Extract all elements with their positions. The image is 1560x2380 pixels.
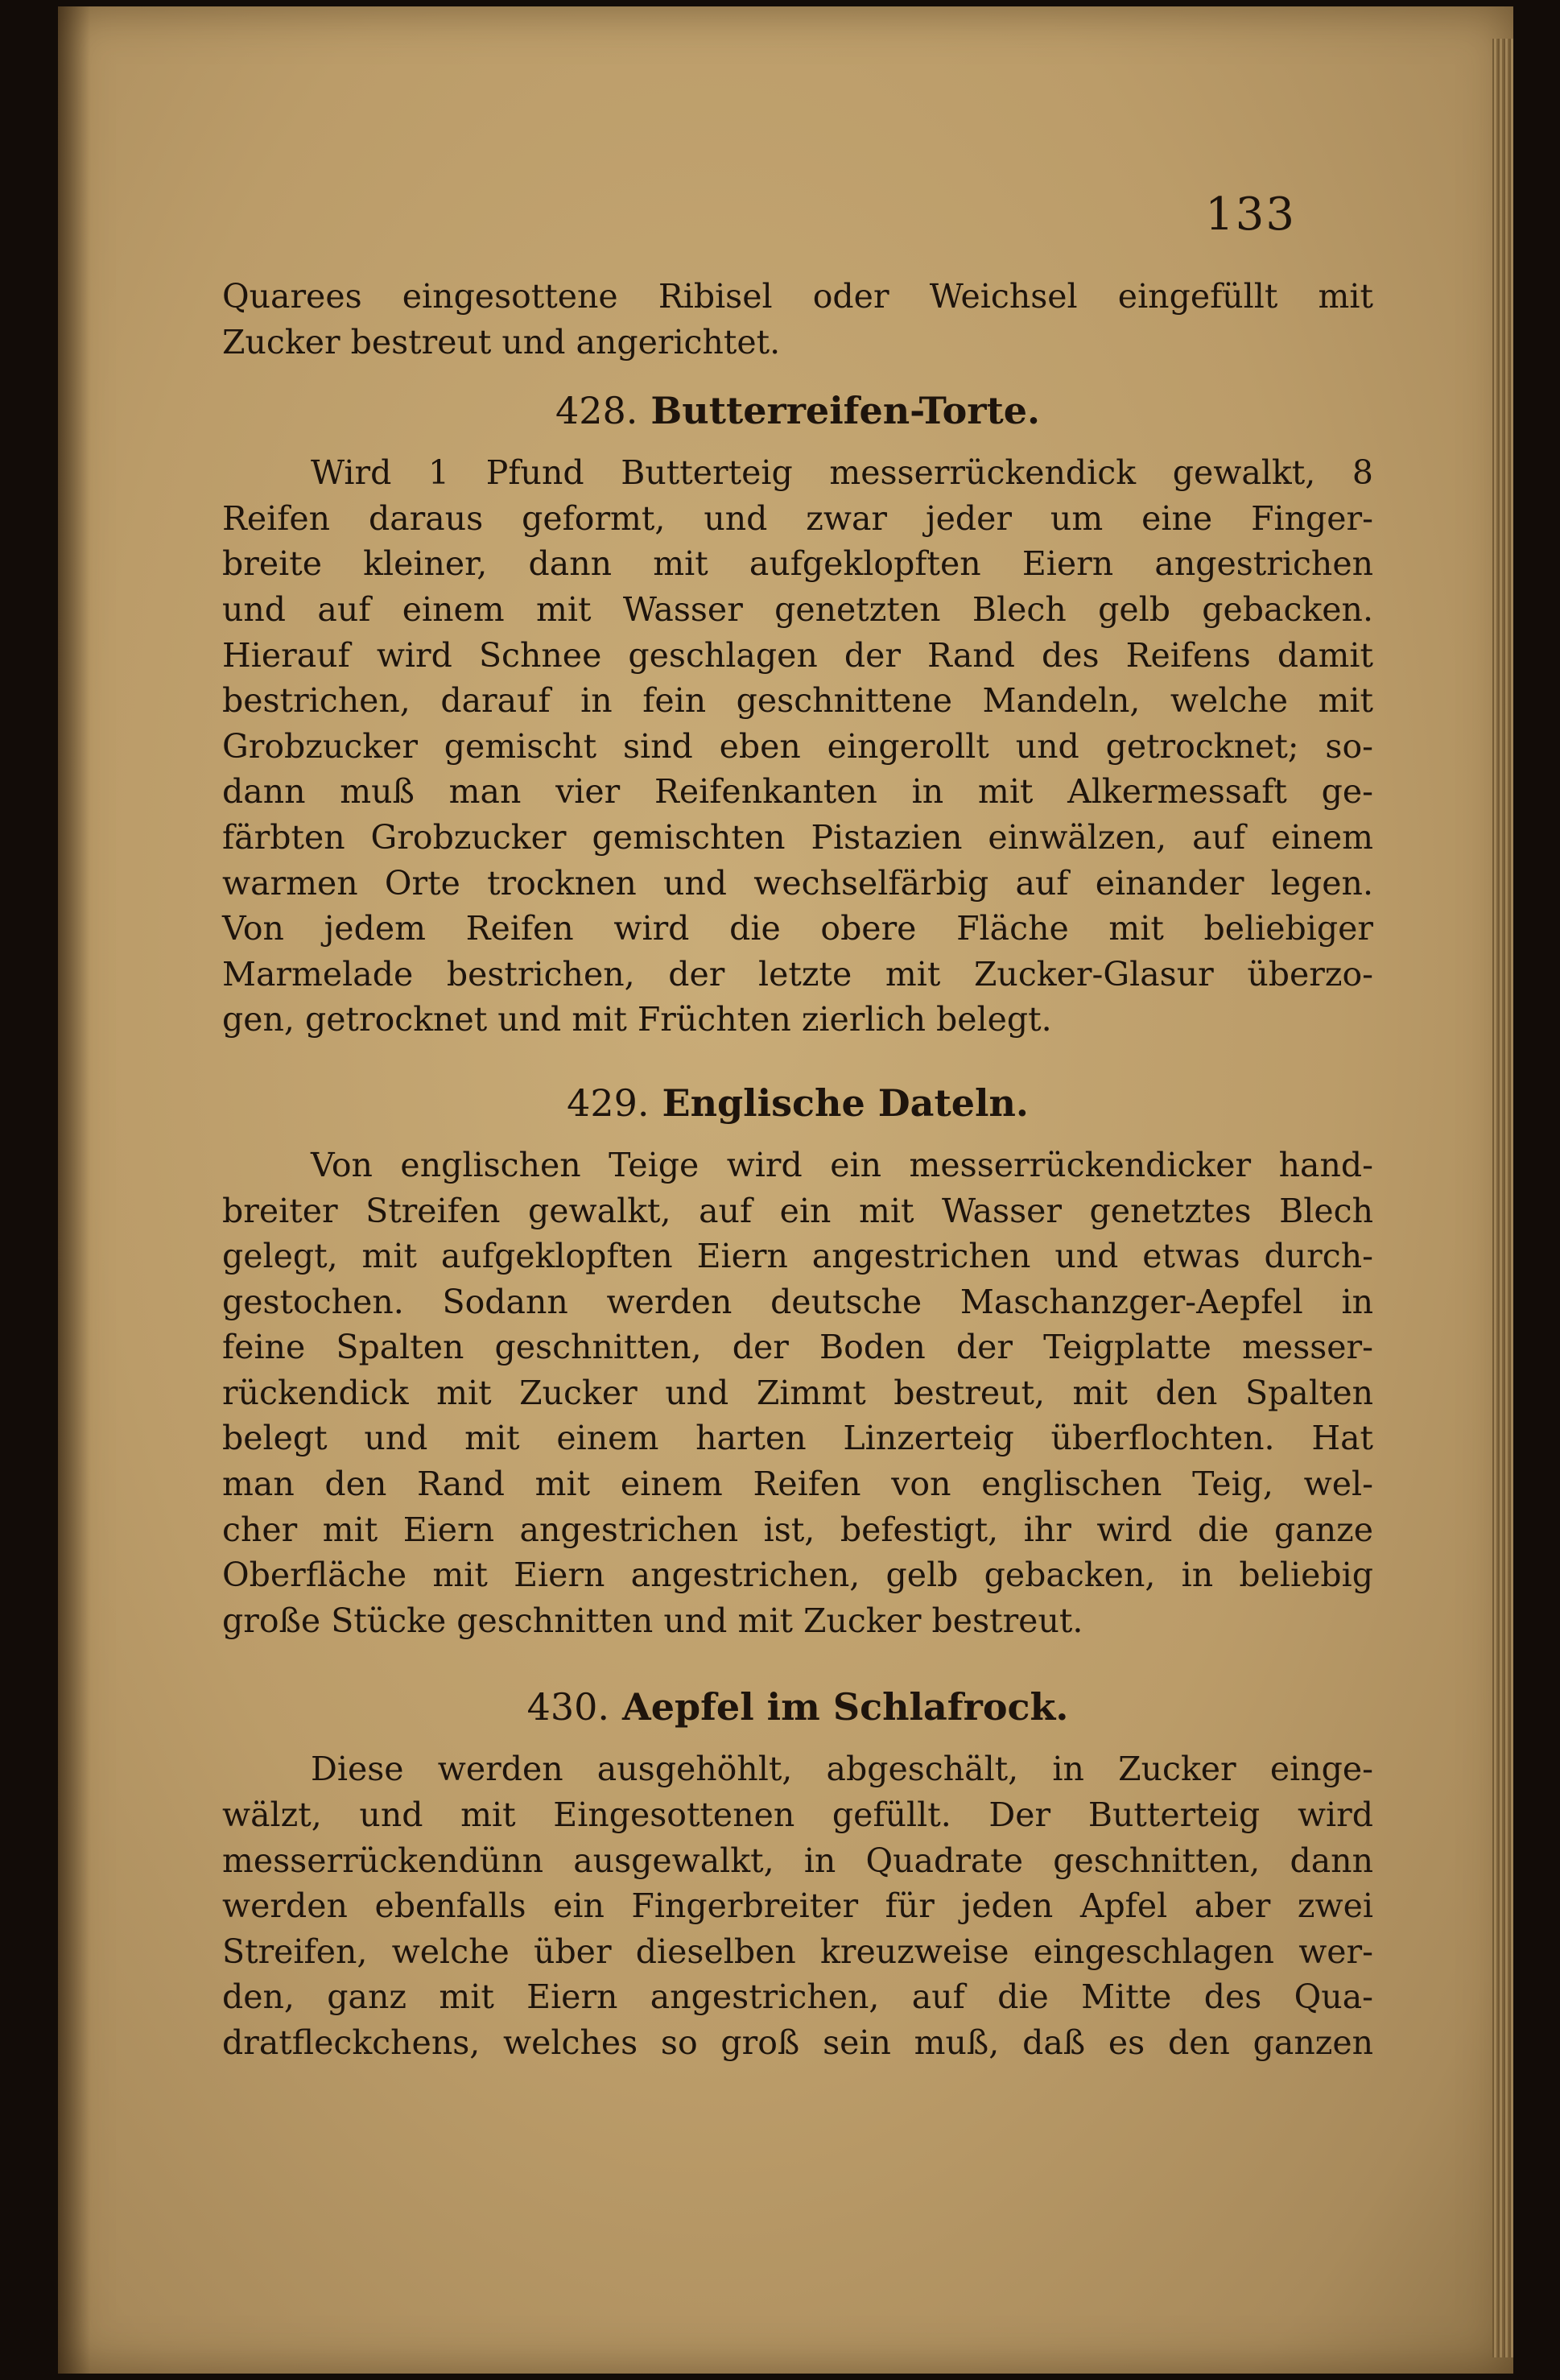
recipe-number: 428. [555, 389, 638, 433]
recipe-428 [222, 382, 1373, 1043]
recipe-429 [222, 1075, 1373, 1644]
text-line: Reifen daraus geformt, und zwar jeder um eine Finger- [222, 498, 1373, 538]
recipe-heading [222, 1075, 1373, 1131]
recipe-title: Aepfel im Schlafrock. [622, 1685, 1069, 1729]
text-line: färbten Grobzucker gemischten Pistazien einwälzen, auf einem [222, 817, 1373, 857]
intro-text [222, 274, 1373, 365]
recipe-430 [222, 1679, 1373, 2065]
recipe-body [222, 450, 1373, 1043]
recipe-title: Butterreifen-Torte. [650, 389, 1041, 433]
text-line: dann muß man vier Reifenkanten in mit Alkermessaft ge- [222, 772, 1373, 812]
text-line: Marmelade bestrichen, der letzte mit Zucker-Glasur überzo- [222, 954, 1373, 994]
text-line: Von jedem Reifen wird die obere Fläche mit beliebiger [222, 909, 1373, 948]
text-line: breiter Streifen gewalkt, auf ein mit Wasser genetztes Blech [222, 1191, 1373, 1230]
text-line: und auf einem mit Wasser genetzten Blech gelb gebacken. [222, 589, 1373, 629]
text-line: Diese werden ausgehöhlt, abgeschält, in Zucker einge- [311, 1750, 1373, 1789]
text-line: warmen Orte trocknen und wechselfärbig auf einander legen. [222, 863, 1373, 903]
text-line: Grobzucker gemischt sind eben eingerollt und getrocknet; so- [222, 726, 1373, 766]
text-line: Quarees eingesottene Ribisel oder Weichsel eingefüllt mit [222, 277, 1373, 316]
text-line: gelegt, mit aufgeklopften Eiern angestrichen und etwas durch- [222, 1237, 1373, 1276]
text-line: Hierauf wird Schnee geschlagen der Rand des Reifens damit [222, 635, 1373, 675]
text-line: gestochen. Sodann werden deutsche Maschanzger-Aepfel in [222, 1282, 1373, 1321]
text-line: rückendick mit Zucker und Zimmt bestreut, mit den Spalten [222, 1373, 1373, 1412]
binding-shadow [58, 6, 90, 2374]
recipe-title: Englische Dateln. [662, 1081, 1029, 1125]
page-content [222, 274, 1373, 2066]
text-line: bestrichen, darauf in fein geschnittene Mandeln, welche mit [222, 681, 1373, 721]
text-line: Wird 1 Pfund Butterteig messerrückendick gewalkt, 8 [311, 453, 1373, 493]
text-line: messerrückendünn ausgewalkt, in Quadrate geschnitten, dann [222, 1841, 1373, 1880]
recipe-number: 429. [567, 1081, 650, 1125]
text-line: dratfleckchens, welches so groß sein muß, daß es den ganzen [222, 2023, 1373, 2062]
text-line: Zucker bestreut und angerichtet. [222, 322, 781, 362]
text-line: werden ebenfalls ein Fingerbreiter für jeden Apfel aber zwei [222, 1886, 1373, 1926]
text-line: Streifen, welche über dieselben kreuzweise eingeschlagen wer- [222, 1932, 1373, 1971]
recipe-heading [222, 382, 1373, 439]
text-line: Oberfläche mit Eiern angestrichen, gelb gebacken, in beliebig [222, 1556, 1373, 1595]
text-line: den, ganz mit Eiern angestrichen, auf die Mitte des Qua- [222, 1977, 1373, 2017]
recipe-number: 430. [526, 1685, 609, 1729]
text-line: feine Spalten geschnitten, der Boden der Teigplatte messer- [222, 1328, 1373, 1367]
recipe-body [222, 1746, 1373, 2065]
text-line: große Stücke geschnitten und mit Zucker bestreut. [222, 1601, 1083, 1640]
page-number: 133 [1205, 188, 1296, 241]
text-line: gen, getrocknet und mit Früchten zierlich belegt. [222, 1000, 1052, 1039]
text-line: breite kleiner, dann mit aufgeklopften Eiern angestrichen [222, 544, 1373, 584]
text-line: Von englischen Teige wird ein messerrückendicker hand- [311, 1145, 1373, 1184]
recipe-heading [222, 1679, 1373, 1735]
text-line: cher mit Eiern angestrichen ist, befestigt, ihr wird die ganze [222, 1510, 1373, 1549]
text-line: belegt und mit einem harten Linzerteig überflochten. Hat [222, 1419, 1373, 1458]
text-line: wälzt, und mit Eingesottenen gefüllt. Der Butterteig wird [222, 1795, 1373, 1835]
text-line: man den Rand mit einem Reifen von englischen Teig, wel- [222, 1465, 1373, 1504]
recipe-body [222, 1142, 1373, 1644]
paper-page [58, 6, 1513, 2374]
page-edges [1492, 39, 1513, 2357]
